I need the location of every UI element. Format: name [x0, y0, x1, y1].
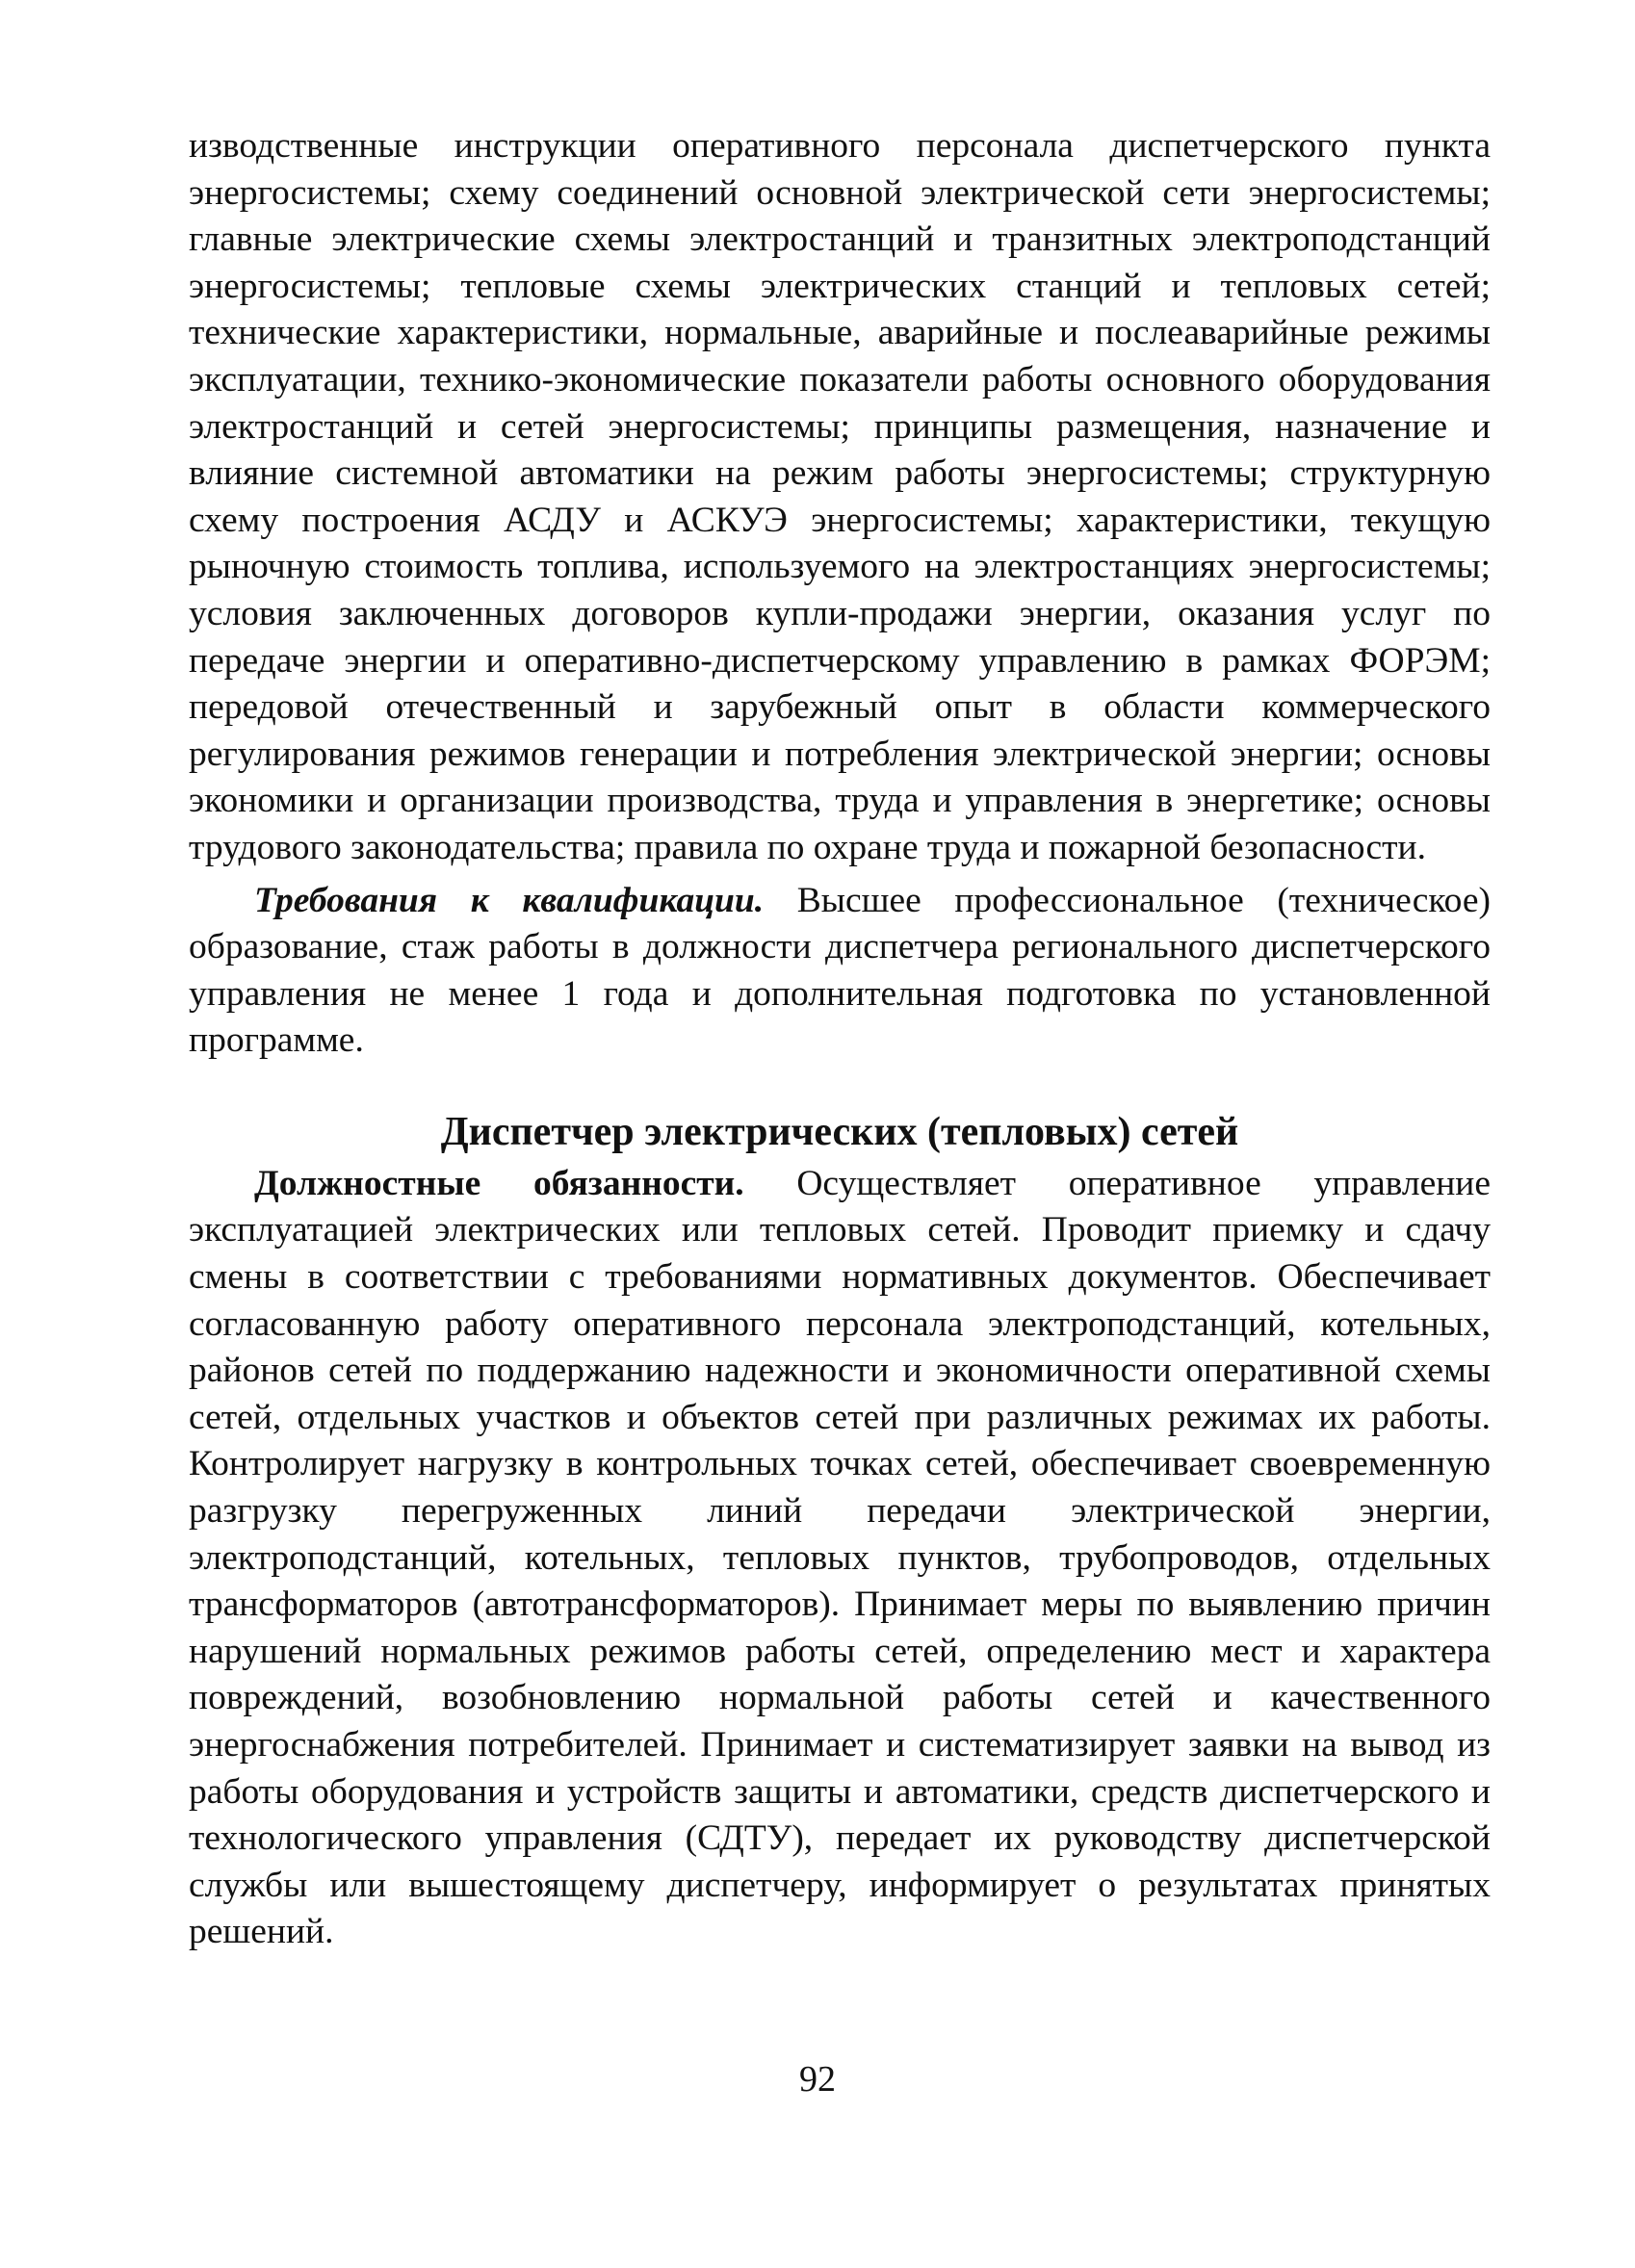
section-heading: Диспетчер электрических (тепловых) сетей: [440, 1109, 1239, 1154]
qualification-text: Высшее профессиональное (техническое) образование, стаж работы в должности диспетчера регионального диспетчерского управления не менее 1 года и дополнительная подготовка по установленной программе.: [189, 880, 1492, 1061]
document-page: [189, 123, 1491, 1956]
duties-paragraph: [189, 1161, 1491, 1956]
duties-lead: Должностные обязанности.: [254, 1163, 744, 1203]
page-number: 92: [799, 2059, 836, 2100]
continuation-paragraph: изводственные инструкции оперативного персонала диспетчерского пункта энергосистемы; схему соединений основной электрической сети энергосистемы; главные электрические схемы электростанций и транзитных электроподстанций энергосистемы; тепловые схемы электрических станций и тепловых сетей; технические характеристики, нормальные, аварийные и послеаварийные режимы эксплуатации, технико-экономические показатели работы основного оборудования электростанций и сетей энергосистемы; принципы размещения, назначение и влияние системной автоматики на режим работы энергосистемы; структурную схему построения АСДУ и АСКУЭ энергосистемы; характеристики, текущую рыночную стоимость топлива, используемого на электростанциях энергосистемы; условия заключенных договоров купли-продажи энергии, оказания услуг по передаче энергии и оперативно-диспетчерскому управлению в рамках ФОРЭМ; передовой отечественный и зарубежный опыт в области коммерческого регулирования режимов генерации и потребления электрической энергии; основы экономики и организации производства, труда и управления в энергетике; основы трудового законодательства; правила по охране труда и пожарной безопасности.: [189, 126, 1491, 867]
duties-text: Осуществляет оперативное управление эксплуатацией электрических или тепловых сетей. Проводит приемку и сдачу смены в соответствии с требованиями нормативных документов. Обеспечивает согласованную работу оперативного персонала электроподстанций, котельных, районов сетей по поддержанию надежности и экономичности оперативной схемы сетей, отдельных участков и объектов сетей при различных режимах их работы. Контролирует нагрузку в контрольных точках сетей, обеспечивает своевременную разгрузку перегруженных линий передачи электрической энергии, электроподстанций, котельных, тепловых пунктов, трубопроводов, отдельных трансформаторов (автотрансформаторов). Принимает меры по выявлению причин нарушений нормальных режимов работы сетей, определению мест и характера повреждений, возобновлению нормальной работы сетей и качественного энергоснабжения потребителей. Принимает и систематизирует заявки на вывод из работы оборудования и устройств защиты и автоматики, средств диспетчерского и технологического управления (СДТУ), передает их руководству диспетчерской службы или вышестоящему диспетчеру, информирует о результатах принятых решений.: [189, 1163, 1491, 1952]
qualification-paragraph: [189, 878, 1491, 1065]
qualification-lead: Требования к квалификации.: [254, 880, 765, 920]
